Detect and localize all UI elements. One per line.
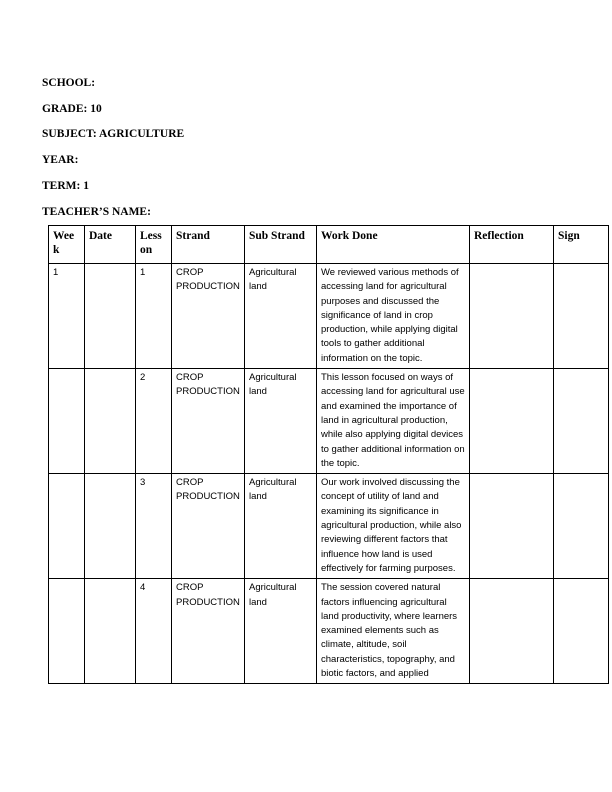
column-header-reflection: Reflection [470,226,554,264]
week-cell: 1 [49,264,85,369]
table-header-row [49,226,609,264]
work-done-cell: The session covered natural factors influencing agricultural land productivity, where learners examined elements such as climate, altitude, soil characteristics, topography, and biotic factors, and applied [317,579,470,684]
lesson-cell: 3 [136,474,172,579]
week-cell [49,369,85,474]
table-row [49,474,609,579]
strand-cell: CROP PRODUCTION [172,579,245,684]
lesson-cell: 2 [136,369,172,474]
lesson-cell: 4 [136,579,172,684]
strand-cell: CROP PRODUCTION [172,474,245,579]
school-label: SCHOOL: [42,77,96,89]
column-header-sign: Sign [554,226,609,264]
column-header-date: Date [85,226,136,264]
teacher-name-label: TEACHER’S NAME: [42,206,151,218]
column-header-week: Week [49,226,85,264]
sub-strand-cell: Agricultural land [245,264,317,369]
sign-cell [554,369,609,474]
reflection-cell [470,474,554,579]
week-cell [49,579,85,684]
sub-strand-cell: Agricultural land [245,369,317,474]
sub-strand-cell: Agricultural land [245,579,317,684]
sub-strand-cell: Agricultural land [245,474,317,579]
term-label: TERM: 1 [42,180,89,192]
date-cell [85,474,136,579]
subject-label: SUBJECT: AGRICULTURE [42,128,185,140]
lesson-cell: 1 [136,264,172,369]
column-header-work-done: Work Done [317,226,470,264]
date-cell [85,579,136,684]
year-label: YEAR: [42,154,79,166]
table-row [49,369,609,474]
sign-cell [554,579,609,684]
work-done-cell: We reviewed various methods of accessing land for agricultural purposes and discussed the significance of land in crop production, while applying digital tools to gather additional information on the topic. [317,264,470,369]
date-cell [85,369,136,474]
work-done-cell: This lesson focused on ways of accessing land for agricultural use and examined the importance of land in agricultural production, while also applying digital devices to gather additional information on the topic. [317,369,470,474]
work-done-cell: Our work involved discussing the concept of utility of land and examining its significance in agricultural production, while also reviewing different factors that influence how land is used effectively for farming purposes. [317,474,470,579]
table-row [49,264,609,369]
column-header-strand: Strand [172,226,245,264]
sign-cell [554,474,609,579]
reflection-cell [470,369,554,474]
lesson-log-table [48,225,609,684]
table-row [49,579,609,684]
reflection-cell [470,579,554,684]
week-cell [49,474,85,579]
column-header-lesson: Lesson [136,226,172,264]
date-cell [85,264,136,369]
strand-cell: CROP PRODUCTION [172,369,245,474]
sign-cell [554,264,609,369]
column-header-sub-strand: Sub Strand [245,226,317,264]
reflection-cell [470,264,554,369]
strand-cell: CROP PRODUCTION [172,264,245,369]
grade-label: GRADE: 10 [42,103,102,115]
